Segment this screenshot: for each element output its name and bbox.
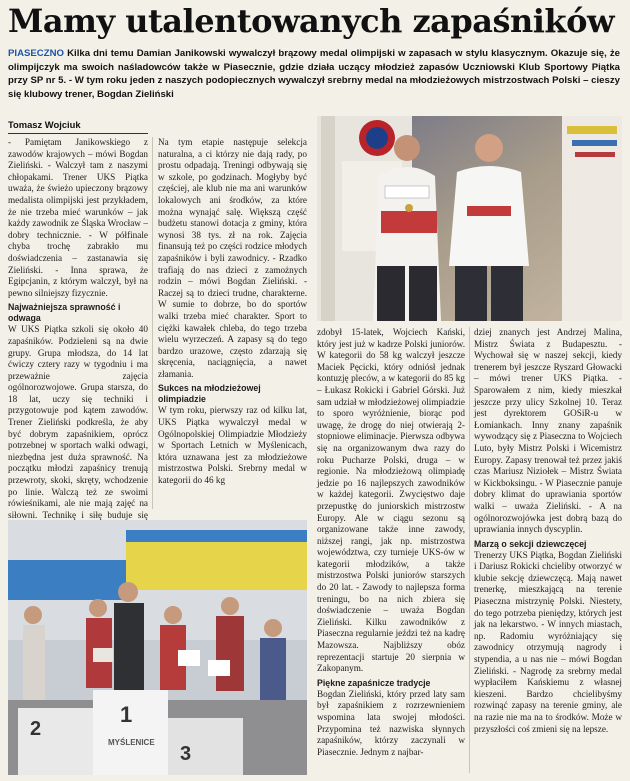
photo-coach-and-athlete (317, 116, 622, 321)
headline: Mamy utalentowanych zapaśników (8, 2, 614, 40)
article-column-4 (474, 327, 622, 773)
paragraph: dziej znanych jest Andrzej Malina, Mistrz Świata z Budapesztu. - Wychował się w naszej sekcji, kiedy trenerem był jeszcze Ryszard Głowacki – mówi trener UKS Piątka. - Sparowałem z nim, kiedy mieszkał jeszcze przy ulicy Szkolnej 10. Teraz jest dyrektorem GOSiR-u w Łomiankach. Inny znany zapaśnik wywodzący się z Piaseczna to Wojciech Luto, były Mistrz Polski i Wicemistrz Europy. Zapasy trenował też przez jakiś czas Mariusz Niziołek – Mistrz Świata w Kickboksingu. - W Piasecznie panuje dobry klimat do uprawiania sportów walki – uważa Zieliński. - A na ogólnorozwojówka jest dobrą bazą do uprawiania innych dyscyplin. (474, 327, 622, 535)
article-column-2 (158, 137, 307, 509)
podium-number-1: 1 (120, 702, 133, 727)
subheading: Najważniejsza sprawność i odwaga (8, 302, 121, 324)
subheading: Sukces na młodzieżowej olimpiadzie (158, 383, 261, 405)
lead-text: Kilka dni temu Damian Janikowski wywalczył brązowy medal olimpijski w zapasach w stylu klasycznym. Okazuje się, że olimpijczyk ma swoich naśladowców także w Piasecznie, gdzie działa uczący młodzież zapasów Uczniowski Klub Sportowy Piątka przy SP nr 5. - W tym roku jeden z naszych podopiecznych wywalczył srebrny medal na młodzieżowych mistrzostwach Polski – cieszy się klubowy trener, Bogdan Zieliński (8, 48, 620, 100)
article-column-3 (317, 327, 465, 773)
podium-number-3: 3 (180, 743, 192, 765)
paragraph: Trenerzy UKS Piątka, Bogdan Zieliński i Dariusz Rokicki chcieliby otworzyć w klubie sekcję dziewczęcą. Mają nawet trenerkę, mieszkającą na terenie Piaseczna mistrzynię Polski. Niestety, do tego potrzeba pieniędzy, których jest jak na lekarstwo. - W innych miastach, np. Radomiu wyróżniający się zawodnicy otrzymują nagrody i stypendia, a u nas nie – mówi Bogdan Zieliński. - Nagrodę za srebrny medal wypłaciłem Kańskiemu z własnej kieszeni. Bardzo chcielibyśmy rozwinąć zapasy na terenie gminy, ale na razie nie ma na to środków. Może w przyszłości coś zmieni się na lepsze. (474, 549, 622, 734)
article-column-1 (8, 137, 148, 520)
photo-podium (8, 520, 307, 775)
podium-label: MYŚLENICE (108, 738, 155, 747)
author-byline: Tomasz Wojciuk (8, 119, 81, 130)
column-divider (469, 327, 470, 773)
paragraph: Bogdan Zieliński, który przed laty sam był zapaśnikiem z rozrzewnieniem wspomina lata swojej młodości. Przypomina też nazwiska słynnych zapaśników, którzy zaczynali w Piasecznie. Jednym z najbar- (317, 688, 465, 757)
podium-number-2: 2 (30, 718, 42, 740)
paragraph: - Pamiętam Janikowskiego z zawodów krajowych – mówi Bogdan Zieliński. - Walczył tam z naszymi chłopakami. Trener UKS Piątka uważa, że świeżo upieczony brązowy medalista olimpijski jest przykładem, że nie trzeba mieć warunków – jak każdy zawodnik ze Śląska Wrocław – dobry technicznie. - W półfinale chyba trochę zabrakło mu doświadczenia – zastanawia się Zieliński. - Inna sprawa, że Egipcjanin, z którym walczył, był na pewno silniejszy fizycznie. (8, 137, 148, 298)
subheading: Piękne zapaśnicze tradycje (317, 677, 431, 688)
paragraph: W UKS Piątka szkoli się około 40 zapaśników. Podzieleni są na dwie grupy. Grupa młodsza, do 14 lat ćwiczy cztery razy w tygodniu i ma przeważnie zajęcia ogólnorozwojowe. Grupa starsza, do 18 lat, uczy się techniki i przygotowuje pod kątem zawodów. Trener Zieliński podkreśla, że aby być dobrym zapaśnikiem, oprócz potrzebnej w sportach walki odwagi, niezbędna jest duża sprawność. Na początku młodzi zapaśnicy trenują przewroty, skoki, skręty, wchodzenie po linie. Walczą też ze swoimi rówieśnikami, ale nie mają zajęć na siłowni. Technikę i siłę buduje się (8, 324, 148, 520)
column-divider (152, 137, 153, 509)
lead-paragraph (8, 47, 620, 101)
subheading: Marzą o sekcji dziewczęcej (474, 538, 587, 549)
paragraph: Na tym etapie następuje selekcja naturalna, a ci którzy nie dają rady, po prostu odpadają. Treningi odbywają się w szkole, po godzinach. Mogłyby być częściej, ale klub nie ma ani warunków lokalowych ani środków, za które można wynająć salę. Większą część budżetu stanowi dotacja z gminy, która wynosi 38 tys. zł na rok. Zajęcia finansują też po części rodzice młodych zapaśników i byli zawodnicy. - Rzadko trafiają do nas dzieci z zamożnych rodzin – mówi Bogdan Zieliński. - Raczej są to dzieci trudne, charakterne. W sumie to dobrze, bo do sportów walki trzeba mieć charakter. Sport to ciężki kawałek chleba, do tego trzeba wielu wyrzeczeń. A zapasy są do tego bardzo urazowe, często zdarzają się skręcenia, naciągnięcia, a nawet złamania. (158, 137, 307, 379)
lead-place: PIASECZNO (8, 48, 64, 59)
author-rule (8, 133, 148, 134)
paragraph: W tym roku, pierwszy raz od kilku lat, UKS Piątka wywalczył medal w Ogólnopolskiej Olimpiadzie Młodzieży w Sportach Letnich w Myślenicach, która uznawana jest za młodzieżowe mistrzostwa Polski. Srebrny medal w kategorii do 46 kg (158, 405, 307, 486)
paragraph: zdobył 15-latek, Wojciech Kański, który jest już w kadrze Polski juniorów. W kategorii do 58 kg walczył jeszcze Maciek Pęcicki, który odniósł jednak kontuzję pleców, a w kategorii do 85 kg – Łukasz Rokicki i Gabriel Górski. Już sam udział w młodzieżowej olimpiadzie to sporo wyróżnienie, biorąc pod uwagę, że drogę do niej otwierają 2-stopniowe eliminacje. Pierwsza odbywa się na organizowanym dwa razy do roku Pucharze Polski, druga – w regionie. Na młodzieżową olimpiadę jedzie po 16 najlepszych zawodników w każdej kategorii. Zwycięstwo daje przepustkę do juniorskich mistrzostw Europy. Ale w ciągu sezonu są organizowane także inne zawody, niższej rangi, jak np. mistrzostwa województwa, czy turnieje UKS-ów w kategorii młodzików, a także mistrzostwa Polski juniorów starszych do 20 lat. - Zawody to najlepsza forma treningu, bo na nich zbiera się doświadczenie – uważa Bogdan Zieliński. Kilku zawodników z Piaseczna regularnie jeździ też na kadrę Mazowsza. Najbliższy obóz reprezentacji startuje 20 sierpnia w Zakopanym. (317, 327, 465, 674)
